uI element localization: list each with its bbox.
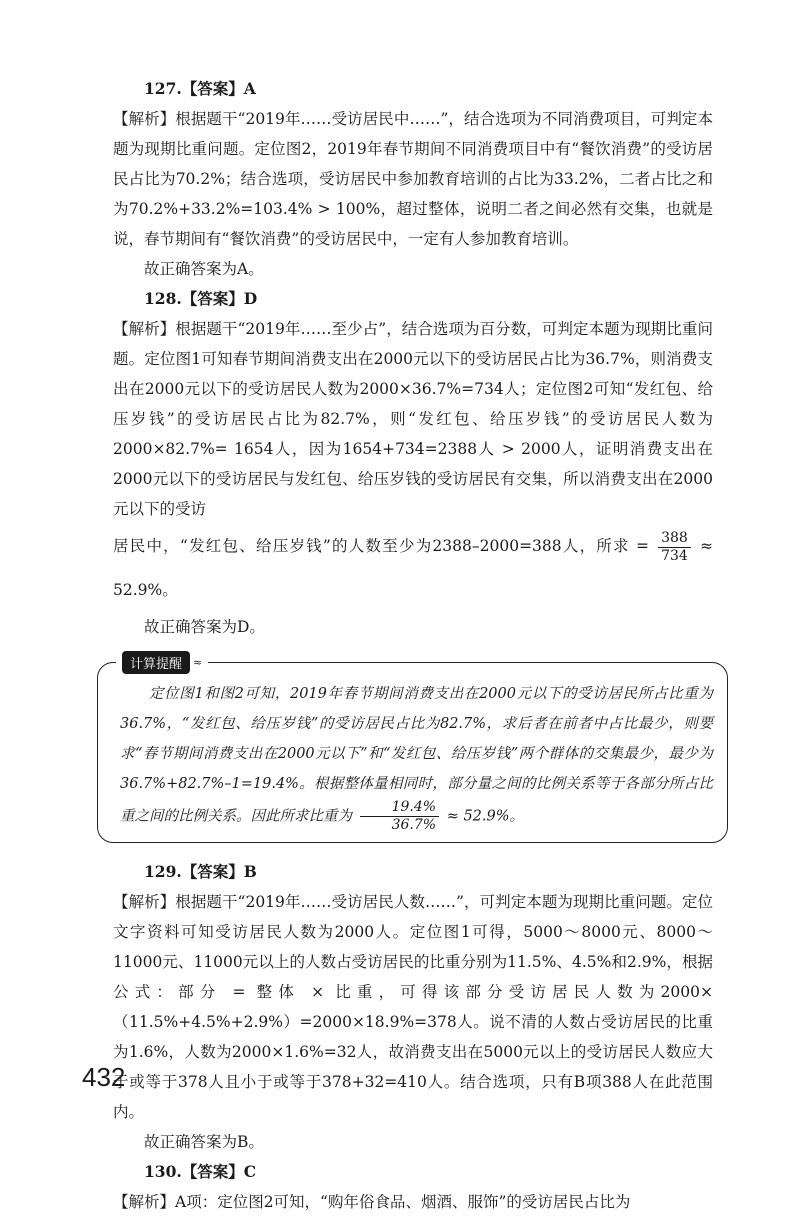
q129-answer-header: 129.【答案】B — [144, 862, 257, 881]
page-number: 432 — [82, 1062, 126, 1092]
q130-analysis: 【解析】A项：定位图2可知，“购年俗食品、烟酒、服饰”的受访居民占比为 — [113, 1193, 631, 1211]
calculation-tip-text — [120, 679, 713, 834]
q128-formula-suffix: ≈ 52.9%。 — [113, 537, 713, 599]
q128-formula-line — [113, 524, 713, 612]
q128-analysis: 【解析】根据题干“2019年……至少占”，结合选项为百分数，可判定本题为现期比重问题。定位图1可知春节期间消费支出在2000元以下的受访居民占比为36.7%，则消费支出在2000元以下的受访居民人数为2000×36.7%=734人；定位图2可知“发红包、给压岁钱”的受访居民占比为82.7%，则“发红包、给压岁钱”的受访居民人数为2000×82.7%= 1654人，因为1654+734=2388人 > 2000人，证明消费支出在2000元以下的受访居民与发红包、给压岁钱的受访居民有交集，所以消费支出在2000元以下的受访 — [113, 320, 713, 518]
q130-answer-header: 130.【答案】C — [144, 1162, 257, 1181]
q129-analysis: 【解析】根据题干“2019年……受访居民人数……”，可判定本题为现期比重问题。定位文字资料可知受访居民人数为2000人。定位图1可得，5000～8000元、8000～11000元、11000元以上的人数占受访居民的比重分别为11.5%、4.5%和2.9%，根据公式：部分 = 整体 × 比重，可得该部分受访居民人数为2000×（11.5%+4.5%+2.9%）=2000×18.9%=378人。说不清的人数占受访居民的比重为1.6%，人数为2000×1.6%=32人，故消费支出在5000元以上的受访居民人数应大于或等于378人且小于或等于378+32=410人。结合选项，只有B项388人在此范围内。 — [113, 893, 713, 1121]
q129-conclusion: 故正确答案为B。 — [144, 1133, 264, 1151]
q128-conclusion: 故正确答案为D。 — [144, 618, 265, 636]
calculation-tip-label: 计算提醒 — [122, 651, 190, 674]
q127-analysis: 【解析】根据题干“2019年……受访居民中……”，结合选项为不同消费项目，可判定本题为现期比重问题。定位图2，2019年春节期间不同消费项目中有“餐饮消费”的受访居民占比为70.2%；结合选项，受访居民中参加教育培训的占比为33.2%，二者占比之和为70.2%+33.2%=103.4% > 100%，超过整体，说明二者之间必然有交集，也就是说，春节期间有“餐饮消费”的受访居民中，一定有人参加教育培训。 — [113, 110, 713, 248]
q127-answer-header: 127.【答案】A — [144, 79, 256, 98]
q128-fraction-numerator: 388 — [658, 530, 691, 548]
q128-answer-header: 128.【答案】D — [144, 289, 258, 308]
spark-icon: ≈ — [193, 656, 203, 669]
calculation-tip-main: 定位图1和图2可知，2019年春节期间消费支出在2000元以下的受访居民所占比重为36.7%，“发红包、给压岁钱”的受访居民占比为82.7%，求后者在前者中占比最少，则要求“春节期间消费支出在2000元以下”和“发红包、给压岁钱”两个群体的交集最少，最少为36.7%+82.7%–1=19.4%。根据整体量相同时，部分量之间的比例关系等于各部分所占比重之间的比例关系。因此所求比重为 — [120, 686, 713, 825]
calculation-tip-suffix: ≈ 52.9%。 — [446, 808, 525, 825]
calculation-tip-title — [116, 651, 208, 674]
q128-fraction — [658, 530, 691, 565]
calculation-tip-fraction-numerator: 19.4% — [360, 799, 439, 817]
page-content — [113, 74, 713, 1217]
calculation-tip-fraction — [360, 799, 439, 834]
calculation-tip-fraction-denominator: 36.7% — [391, 817, 437, 833]
q128-formula-prefix: 居民中，“发红包、给压岁钱”的人数至少为2388–2000=388人，所求 = — [113, 537, 649, 555]
calculation-tip-box — [97, 656, 728, 843]
q128-fraction-denominator: 734 — [661, 547, 688, 564]
q127-conclusion: 故正确答案为A。 — [144, 260, 264, 278]
